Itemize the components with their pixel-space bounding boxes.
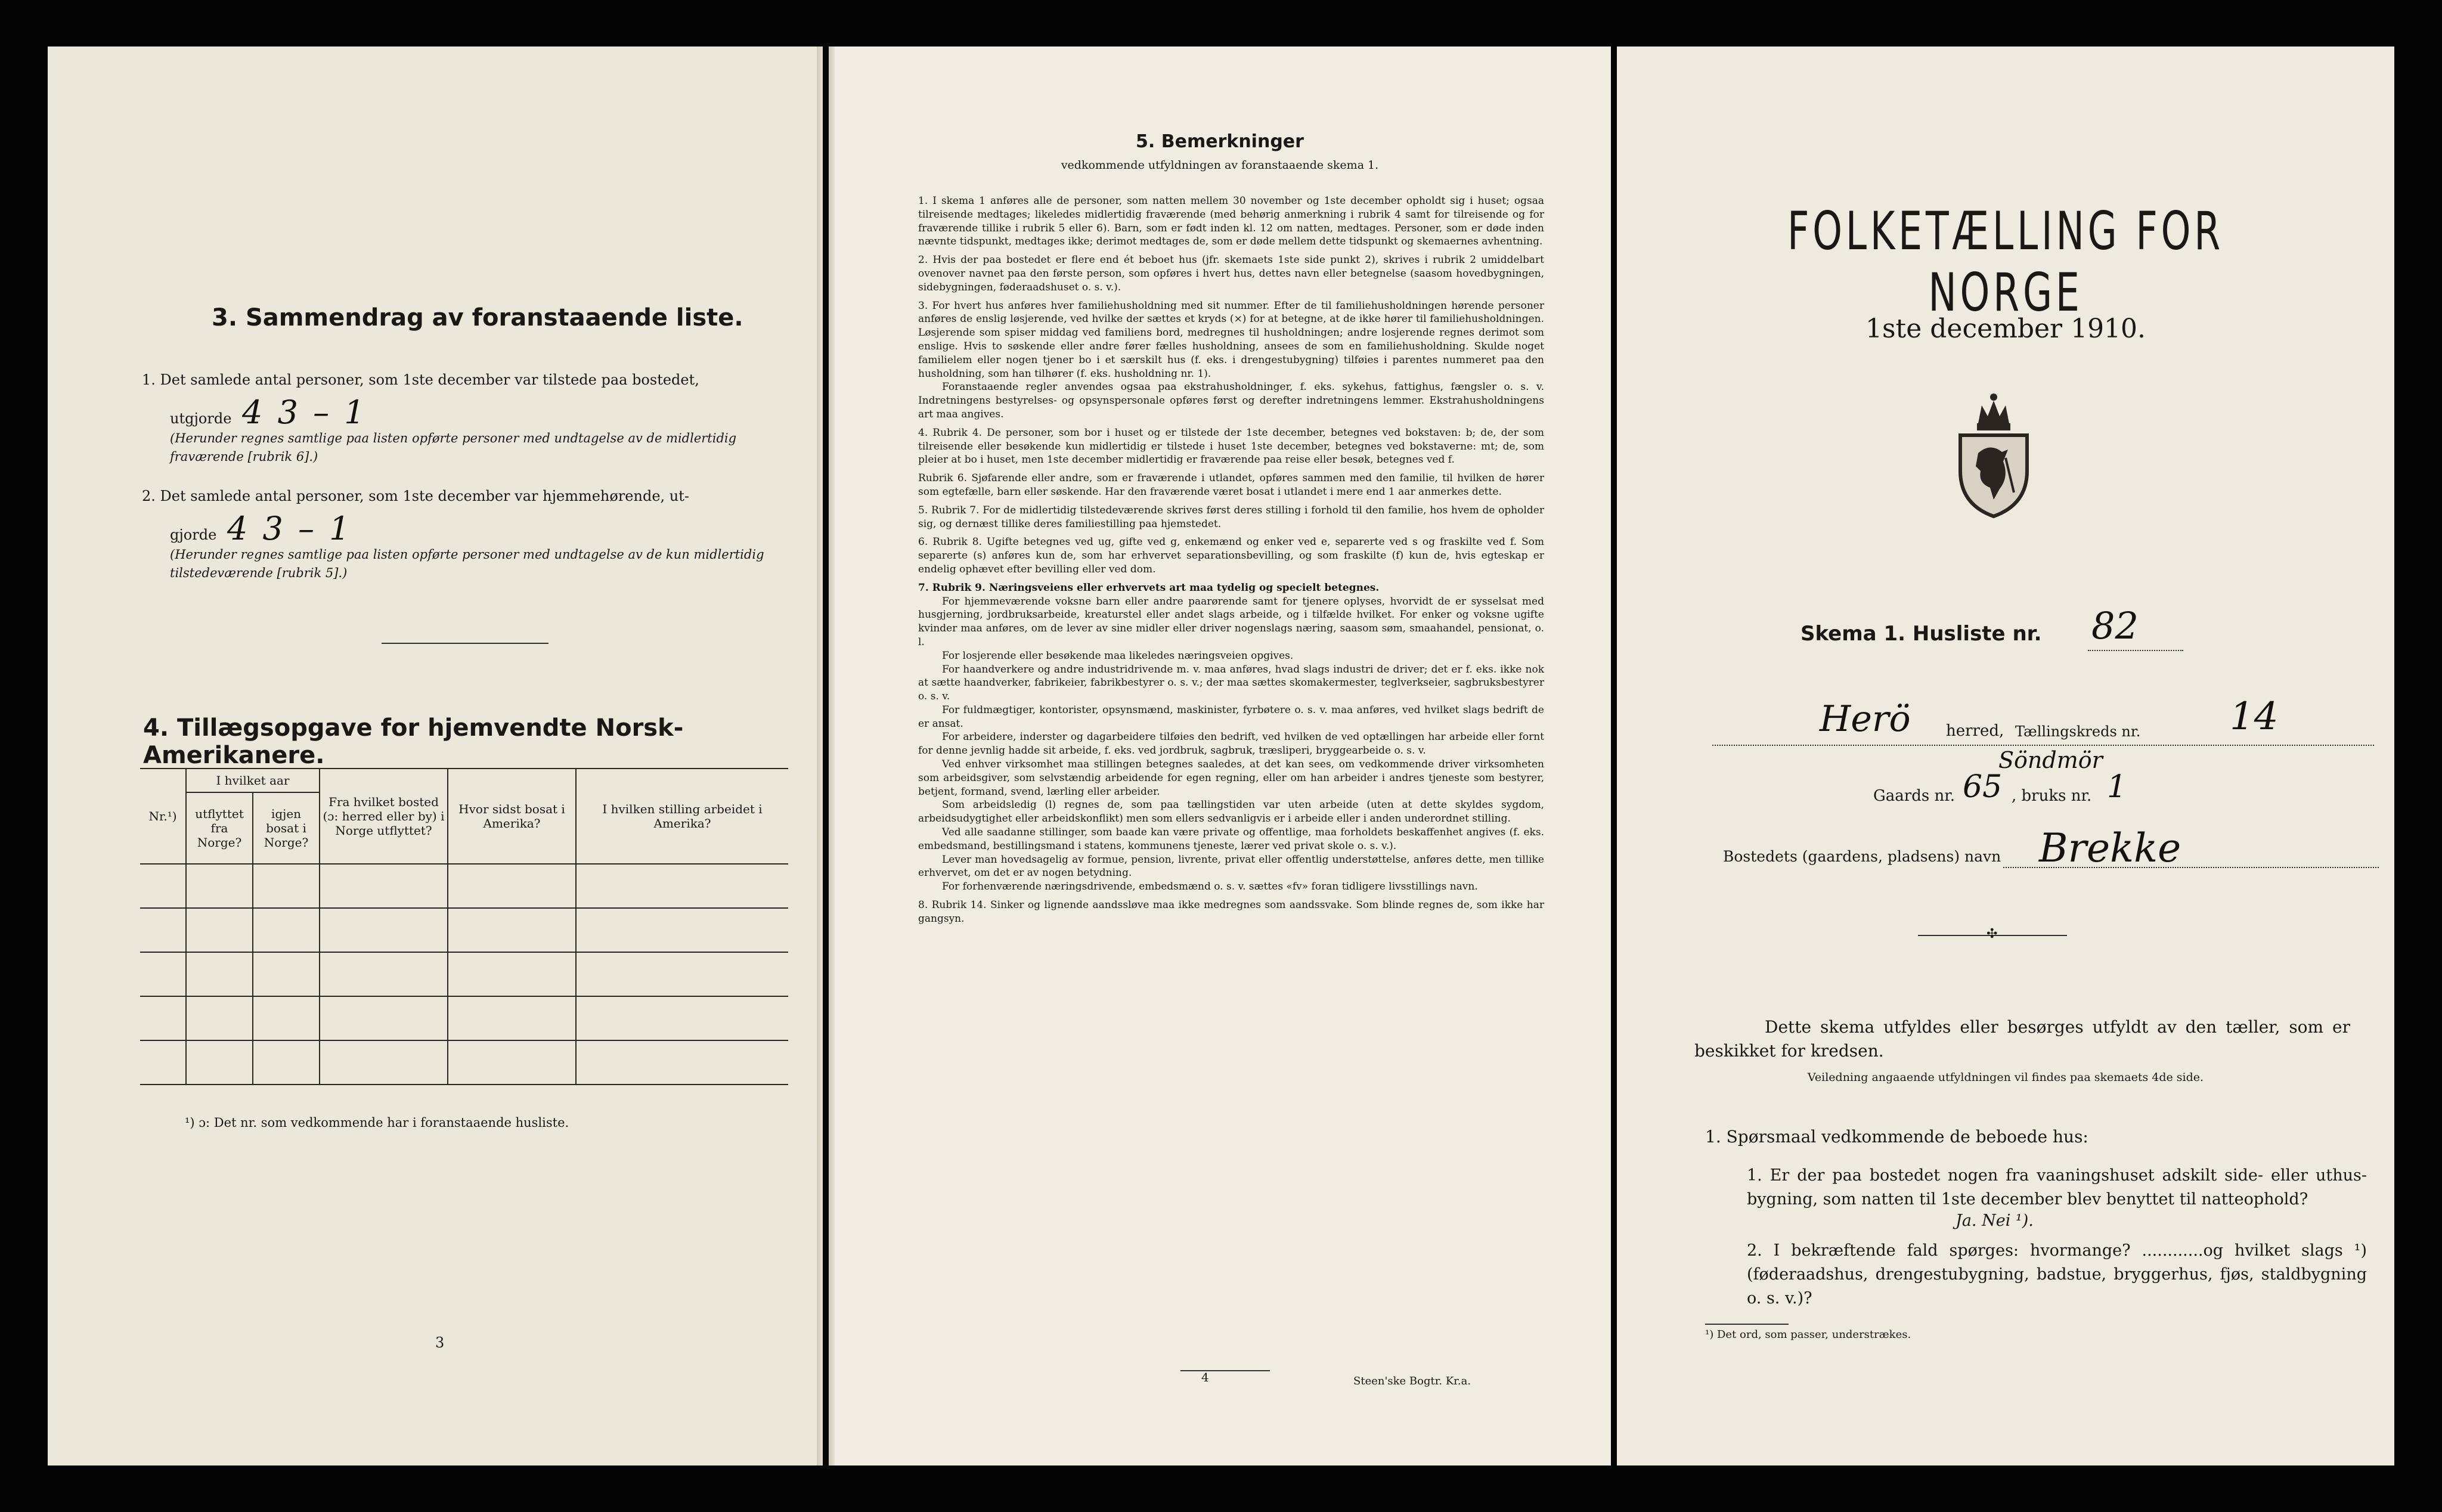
- footnote: ¹) Det ord, som passer, understrækes.: [1705, 1328, 1911, 1341]
- header-stilling: I hvilken stilling arbeidet i Amerika?: [576, 769, 788, 864]
- table-row: [140, 952, 788, 996]
- remark-paragraph: For losjerende eller besøkende maa likeledes næringsveien opgives.: [942, 649, 1294, 662]
- gaards-number: 65: [1963, 769, 2003, 805]
- kreds-number: 14: [2230, 695, 2279, 739]
- section3-item1: 1. Det samlede antal personer, som 1ste december var tilstede paa bostedet,: [142, 371, 699, 388]
- remark-paragraph: 7. Rubrik 9. Næringsveiens eller erhvervets art maa tydelig og specielt betegnes.: [918, 581, 1380, 594]
- remark-paragraph: 8. Rubrik 14. Sinker og lignende aandssløve maa ikke medregnes som aandssvake. Som blinde regnes de, som ikke har gangsyn.: [918, 899, 1544, 925]
- question-1-answer: Ja. Nei ¹).: [1956, 1212, 2034, 1230]
- remark-paragraph: 3. For hvert hus anføres hver familiehusholdning med sit nummer. Efter de til familiehusholdningen hørende personer anføres de enslig løsjerende, ved hvilke der sættes et kryds (×) for at betegne, at de ikke hører til familiehusholdningen. Løsjerende som spiser middag ved familiens bord, medregnes til husholdningen; andre losjerende regnes derimot som enslige. Hvis to søskende eller andre fører fælles husholdning, ansees de som en familiehusholdning. Skulde noget familielem eller nogen tjener bo i et særskilt hus (f. eks. i drengestubygning) tilføies i parentes nummeret paa den husholdning, som han tilhører (f. eks. husholdning nr. 1).: [918, 299, 1544, 380]
- norsk-amerikanere-table: [140, 768, 788, 1085]
- right-page: [1617, 47, 2394, 1465]
- intro-text: Dette skema utfyldes eller besørges utfyldt av den tæller, som er beskikket for kredsen.: [1694, 1017, 2350, 1061]
- veiledning-text: Veiledning angaaende utfyldningen vil findes paa skemaets 4de side.: [1807, 1071, 2204, 1084]
- page-fold: [829, 47, 835, 1465]
- district-handwritten: Söndmör: [1998, 747, 2103, 773]
- remark-paragraph: 2. Hvis der paa bostedet er flere end ét beboet hus (jfr. skemaets 1ste side punkt 2), skrives i rubrik 2 umiddelbart ovenover navnet paa den første person, som opføres i hvert hus, dettes navn eller betegnelse (saasom hovedbygningen, sidebygningen, føderaadshuset o. s. v.).: [918, 254, 1544, 293]
- item2-prefix: gjorde: [170, 526, 217, 543]
- section3-item2: 2. Det samlede antal personer, som 1ste december var hjemmehørende, ut-: [142, 488, 689, 504]
- header-nr: Nr.¹): [140, 769, 186, 864]
- header-igjen: igjen bosat i Norge?: [253, 792, 320, 864]
- bruks-number: 1: [2107, 769, 2127, 805]
- item1-handwritten-value: 4 3 – 1: [242, 394, 367, 431]
- table-row: [140, 908, 788, 952]
- left-page: [48, 47, 823, 1465]
- remark-paragraph: 4. Rubrik 4. De personer, som bor i huset og er tilstede der 1ste december, betegnes ved bokstaven: b; de, der som tilreisende eller besøkende kun midlertidig er tilstede i huset 1ste december, betegnes ved bokstaverne: mt; de, som pleier at bo i huset, men 1ste december midlertidig er fraværende paa reise eller besøk, betegnes ved f.: [918, 426, 1544, 466]
- census-title: FOLKETÆLLING FOR NORGE: [1787, 200, 2224, 323]
- table-row: [140, 996, 788, 1040]
- dotted-line: [2088, 650, 2183, 651]
- header-hvilket-aar: I hvilket aar: [186, 769, 320, 792]
- section4-footnote: ¹) ɔ: Det nr. som vedkommende har i foranstaaende husliste.: [185, 1116, 569, 1130]
- divider: [1180, 1370, 1270, 1371]
- bosted-handwritten: Brekke: [2039, 825, 2181, 871]
- question-2: 2. I bekræftende fald spørges: hvormange? ............og hvilket slags ¹) (føderaadshus, drengestubygning, badstue, bryggerhus, fjøs, staldbygning o. s. v.)?: [1747, 1241, 2367, 1307]
- middle-page: [829, 47, 1611, 1465]
- table-row: [140, 864, 788, 908]
- remark-paragraph: Lever man hovedsagelig av formue, pension, livrente, privat eller offentlig understøttelse, anføres dette, men tillike erhvervet, om det er av nogen betydning.: [918, 853, 1544, 879]
- remark-paragraph: Ved enhver virksomhet maa stillingen betegnes saaledes, at det kan sees, om vedkommende driver virksomheten som arbeidsgiver, som selvstændig arbeidende for egen regning, eller om han arbeider i andres tjeneste som bestyrer, betjent, formand, svend, lærling eller arbeider.: [918, 758, 1544, 798]
- remark-paragraph: 6. Rubrik 8. Ugifte betegnes ved ug, gifte ved g, enkemænd og enker ved e, separerte ved s og fraskilte ved f. Som separerte (s) anføres kun de, som har erhvervet separationsbevilling, og som fraskilte (f) kun de, hvis egteskap er endelig ophævet efter bevilling eller ved dom.: [918, 536, 1544, 575]
- skema-label: Skema 1. Husliste nr.: [1800, 622, 2042, 646]
- remark-paragraph: For haandverkere og andre industridrivende m. v. maa anføres, hvad slags industri de driver; det er f. eks. ikke nok at sætte haandverker, fabrikeier, fabrikbestyrer o. s. v.; der maa sættes skomakermester, teglverkseier, sagbruksbestyrer o. s. v.: [918, 663, 1544, 703]
- remark-paragraph: Ved alle saadanne stillinger, som baade kan være private og offentlige, maa forholdets beskaffenhet angives (f. eks. embedsmand, bestillingsmand i statens, kommunens tjeneste, lærer ved privat skole o. s. v.).: [918, 826, 1544, 852]
- divider: [1705, 1324, 1789, 1325]
- table-row: [140, 1040, 788, 1085]
- remark-paragraph: For fuldmægtiger, kontorister, opsynsmænd, maskinister, fyrbøtere o. s. v. maa anføres, ved hvilket slags bedrift de er ansat.: [918, 704, 1544, 730]
- header-fra-bosted: Fra hvilket bosted (ɔ: herred eller by) i Norge utflyttet?: [320, 769, 448, 864]
- gaards-line: [1873, 769, 2183, 810]
- remarks-subtitle: vedkommende utfyldningen av foranstaaende skema 1.: [1061, 159, 1379, 172]
- section3-title: 3. Sammendrag av foranstaaende liste.: [212, 304, 743, 331]
- herred-handwritten: Herö: [1820, 698, 1911, 740]
- herred-line: [1712, 695, 2374, 746]
- remark-paragraph: Som arbeidsledig (l) regnes de, som paa tællingstiden var uten arbeide (uten at dette skyldes sygdom, arbeidsudygtighet eller arbeidskonflikt) men som ellers sedvanligvis er i arbeide eller i anden underordnet stilling.: [918, 799, 1544, 825]
- remark-paragraph: 1. I skema 1 anføres alle de personer, som natten mellem 30 november og 1ste december opholdt sig i huset; ogsaa tilreisende medtages; likeledes midlertidig fraværende (med behørig anmerkning i rubrik 4 samt for tilreisende og for fraværende tillike i rubrik 5 eller 6). Barn, som er født inden kl. 12 om natten, medtages. Personer, som er døde inden nævnte tidspunkt, medtages ikke; derimot medtages de, som er døde mellem dette tidspunkt og skemaernes avhentning.: [918, 195, 1544, 248]
- header-hvor-sidst: Hvor sidst bosat i Amerika?: [448, 769, 576, 864]
- section3-item1-value-line: [170, 394, 528, 431]
- section3-item1-note: (Herunder regnes samtlige paa listen opførte personer med undtagelse av de midlertidig fraværende [rubrik 6].): [170, 431, 737, 464]
- remark-paragraph: For forhenværende næringsdrivende, embedsmænd o. s. v. sættes «fv» foran tidligere livsstillings navn.: [942, 881, 1478, 893]
- header-utflyttet: utflyttet fra Norge?: [186, 792, 253, 864]
- item2-handwritten-value: 4 3 – 1: [227, 510, 352, 547]
- ornament-icon: ✣: [1987, 927, 1998, 941]
- remark-paragraph: For hjemmeværende voksne barn eller andre paarørende samt for tjenere oplyses, hvorvidt de er sysselsat med husgjerning, jordbruksarbeide, kreaturstel eller andet slags arbeide, og i tilfælde hvilket. For enker og voksne ugifte kvinder maa anføres, om de lever av sine midler eller driver nogenslags næring, saasom søm, smaahandel, pensionat, o. l.: [918, 595, 1544, 648]
- coat-of-arms-icon: [1954, 388, 2033, 520]
- printer-imprint: Steen'ske Bogtr. Kr.a.: [1353, 1375, 1471, 1387]
- bosted-line: [1723, 825, 2379, 872]
- divider: [382, 643, 548, 644]
- census-date: 1ste december 1910.: [1865, 314, 2146, 344]
- page-number: 3: [435, 1334, 445, 1351]
- remarks-body: [918, 194, 1544, 926]
- remarks-title: 5. Bemerkninger: [1136, 131, 1304, 152]
- section4-title: 4. Tillægsopgave for hjemvendte Norsk-Amerikanere.: [143, 714, 684, 769]
- remark-paragraph: Foranstaaende regler anvendes ogsaa paa ekstrahusholdninger, f. eks. sykehus, fattighus, fængsler o. s. v. Indretningens bestyrelses- og opsynspersonale opføres først og derefter indretningens lemmer. Ekstrahusholdningens art maa angives.: [918, 381, 1544, 420]
- remark-paragraph: Rubrik 6. Sjøfarende eller andre, som er fraværende i utlandet, opføres sammen med den familie, til hvilken de hører som egtefælle, barn eller søskende. Har den fraværende været bosat i utlandet i mere end 1 aar anmerkes dette.: [918, 472, 1544, 498]
- remark-paragraph: For arbeidere, inderster og dagarbeidere tilføies den bedrift, ved hvilken de ved optællingen har arbeide eller fornt for denne jevnlig hadde sit arbeide, f. eks. ved jordbruk, sagbruk, træsliperi, bryggearbeide o. s. v.: [918, 731, 1544, 757]
- kreds-label: Tællingskreds nr.: [2015, 723, 2141, 740]
- gaards-label: Gaards nr.: [1873, 787, 1956, 805]
- bosted-label: Bostedets (gaardens, pladsens) navn: [1723, 848, 2001, 865]
- herred-label: herred,: [1946, 722, 2004, 740]
- question-1: 1. Er der paa bostedet nogen fra vaaningshuset adskilt side- eller uthus-bygning, som natten til 1ste december blev benyttet til natteophold?: [1747, 1166, 2367, 1209]
- remark-paragraph: 5. Rubrik 7. For de midlertidig tilstedeværende skrives først deres stilling i forhold til den familie, hos hvem de opholder sig, og dernæst tillike deres familiestilling paa hjemstedet.: [918, 504, 1544, 530]
- question-heading: 1. Spørsmaal vedkommende de beboede hus:: [1705, 1127, 2088, 1147]
- husliste-number: 82: [2091, 604, 2139, 647]
- item1-prefix: utgjorde: [170, 410, 232, 427]
- bruks-label: , bruks nr.: [2012, 787, 2092, 805]
- section3-item2-value-line: [170, 510, 528, 547]
- dotted-line: [2003, 867, 2379, 868]
- section3-item2-note: (Herunder regnes samtlige paa listen opførte personer med undtagelse av de kun midlertidig tilstedeværende [rubrik 5].): [170, 547, 764, 580]
- page-number: 4: [1201, 1370, 1209, 1384]
